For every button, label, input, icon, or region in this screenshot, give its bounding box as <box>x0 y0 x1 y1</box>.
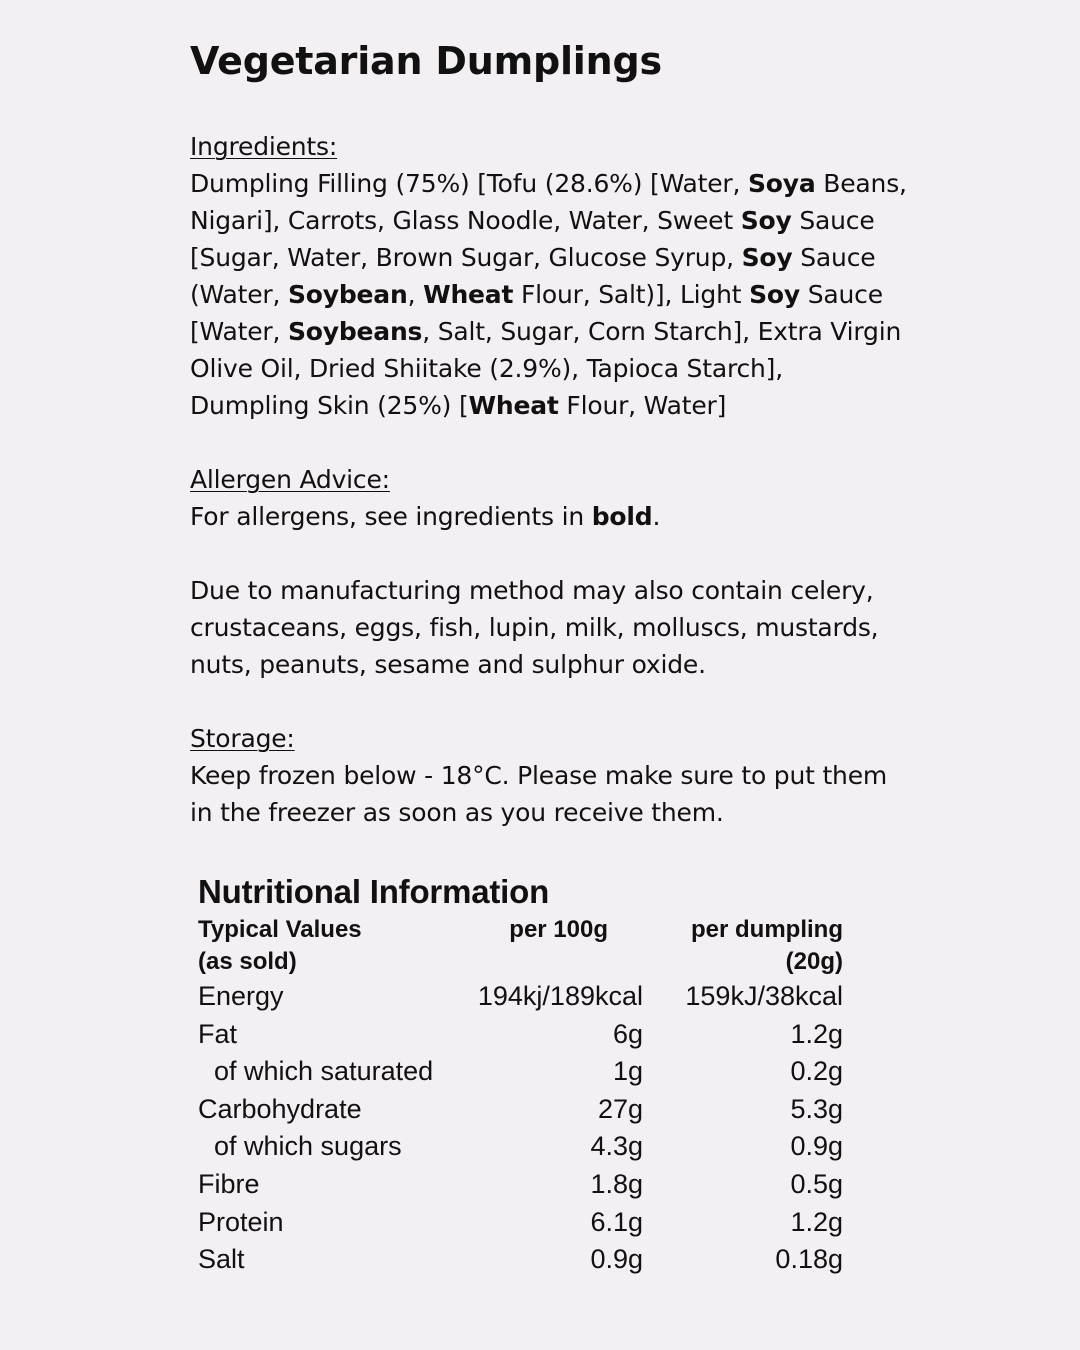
ingredient-allergen: Soybeans <box>287 316 423 346</box>
value-per-100g: 194kj/189kcal <box>477 981 643 1011</box>
may-contain-section <box>190 572 910 683</box>
may-contain-text: Due to manufacturing method may also contain celery, crustaceans, eggs, fish, lupin, milk, molluscs, mustards, nuts, peanuts, sesame and sulphur oxide. <box>190 575 879 679</box>
storage-text: Keep frozen below - 18°C. Please make sure to put them in the freezer as soon as you receive them. <box>190 760 888 827</box>
allergen-advice-bold-word: bold <box>591 501 653 531</box>
header-per-100g: per 100g <box>509 916 608 943</box>
ingredients-heading: Ingredients: <box>190 131 338 161</box>
nutrition-panel <box>198 870 843 1279</box>
ingredient-text-part: Beans, Nigari], Carrots, Glass Noodle, Water, Sweet <box>190 168 907 235</box>
nutrition-rows <box>198 978 843 1279</box>
ingredients-section <box>190 128 910 424</box>
page-title: Vegetarian Dumplings <box>190 39 662 83</box>
nutrient-label: Fibre <box>198 1168 260 1199</box>
ingredient-allergen: Soya <box>747 168 816 198</box>
nutrient-label: of which sugars <box>214 1131 402 1162</box>
ingredient-text-part: , Salt, Sugar, Corn Starch], Extra Virgin Olive Oil, Dried Shiitake (2.9%), Tapioca Starch], Dumpling Skin (25%) [ <box>190 316 902 420</box>
value-per-dumpling: 0.18g <box>775 1244 843 1275</box>
nutrient-label: Protein <box>198 1206 284 1237</box>
nutrition-row <box>198 1241 843 1279</box>
nutrition-table <box>198 914 843 1279</box>
header-per-dumpling <box>643 914 843 978</box>
product-info <box>190 40 910 868</box>
value-per-dumpling: 1.2g <box>790 1206 843 1237</box>
nutrition-row <box>198 1016 843 1054</box>
header-typical-values-line1: Typical Values <box>198 916 362 943</box>
ingredient-allergen: Wheat <box>468 390 559 420</box>
value-per-dumpling: 0.9g <box>790 1131 843 1162</box>
value-per-100g: 6.1g <box>590 1206 643 1237</box>
ingredient-allergen: Soybean <box>287 279 408 309</box>
nutrition-row <box>198 1166 843 1204</box>
ingredient-text-part: Dumpling Filling (75%) [Tofu (28.6%) [Water, <box>190 168 748 198</box>
header-typical-values <box>198 914 438 978</box>
nutrition-row <box>198 1091 843 1129</box>
value-per-dumpling: 0.5g <box>790 1168 843 1199</box>
nutrient-label: Salt <box>198 1244 245 1275</box>
value-per-100g: 1g <box>612 1056 643 1087</box>
storage-heading: Storage: <box>190 723 295 753</box>
value-per-100g: 1.8g <box>590 1168 643 1199</box>
allergen-advice-line <box>190 498 910 535</box>
header-per-dumpling-line1: per dumpling <box>691 916 843 943</box>
allergen-heading: Allergen Advice: <box>190 464 390 494</box>
value-per-dumpling: 159kJ/38kcal <box>685 981 843 1011</box>
storage-section <box>190 720 910 831</box>
nutrition-row <box>198 1204 843 1242</box>
ingredient-allergen: Soy <box>740 205 792 235</box>
nutrient-label: Energy <box>198 981 284 1011</box>
nutrition-title: Nutritional Information <box>198 873 550 910</box>
header-typical-values-line2: (as sold) <box>198 948 297 975</box>
ingredient-text-part: Flour, Water] <box>558 390 727 420</box>
value-per-dumpling: 0.2g <box>790 1056 843 1087</box>
value-per-dumpling: 5.3g <box>790 1093 843 1124</box>
allergen-advice-prefix: For allergens, see ingredients in <box>190 501 592 531</box>
value-per-100g: 27g <box>597 1093 643 1124</box>
header-per-dumpling-line2: (20g) <box>785 948 843 975</box>
nutrition-row <box>198 978 843 1016</box>
nutrient-label: Carbohydrate <box>198 1093 362 1124</box>
value-per-100g: 4.3g <box>590 1131 643 1162</box>
nutrition-header-row <box>198 914 843 978</box>
nutrition-row <box>198 1128 843 1166</box>
ingredient-text-part: Sauce [Water, <box>190 279 883 346</box>
ingredient-allergen: Soy <box>749 279 800 309</box>
ingredients-text <box>190 165 910 424</box>
ingredient-text-part: Sauce [Sugar, Water, Brown Sugar, Glucose Syrup, <box>190 205 875 272</box>
value-per-100g: 6g <box>612 1018 643 1049</box>
ingredient-text-part: Sauce (Water, <box>190 242 876 309</box>
nutrient-label: Fat <box>198 1018 238 1049</box>
nutrient-label: of which saturated <box>214 1056 434 1087</box>
value-per-dumpling: 1.2g <box>790 1018 843 1049</box>
value-per-100g: 0.9g <box>590 1244 643 1275</box>
ingredient-text-part: Flour, Salt)], Light <box>513 279 750 309</box>
ingredient-text-part: , <box>407 279 424 309</box>
ingredient-allergen: Soy <box>741 242 793 272</box>
allergen-advice-suffix: . <box>652 501 661 531</box>
nutrition-row <box>198 1053 843 1091</box>
allergen-section <box>190 461 910 535</box>
ingredient-allergen: Wheat <box>423 279 514 309</box>
